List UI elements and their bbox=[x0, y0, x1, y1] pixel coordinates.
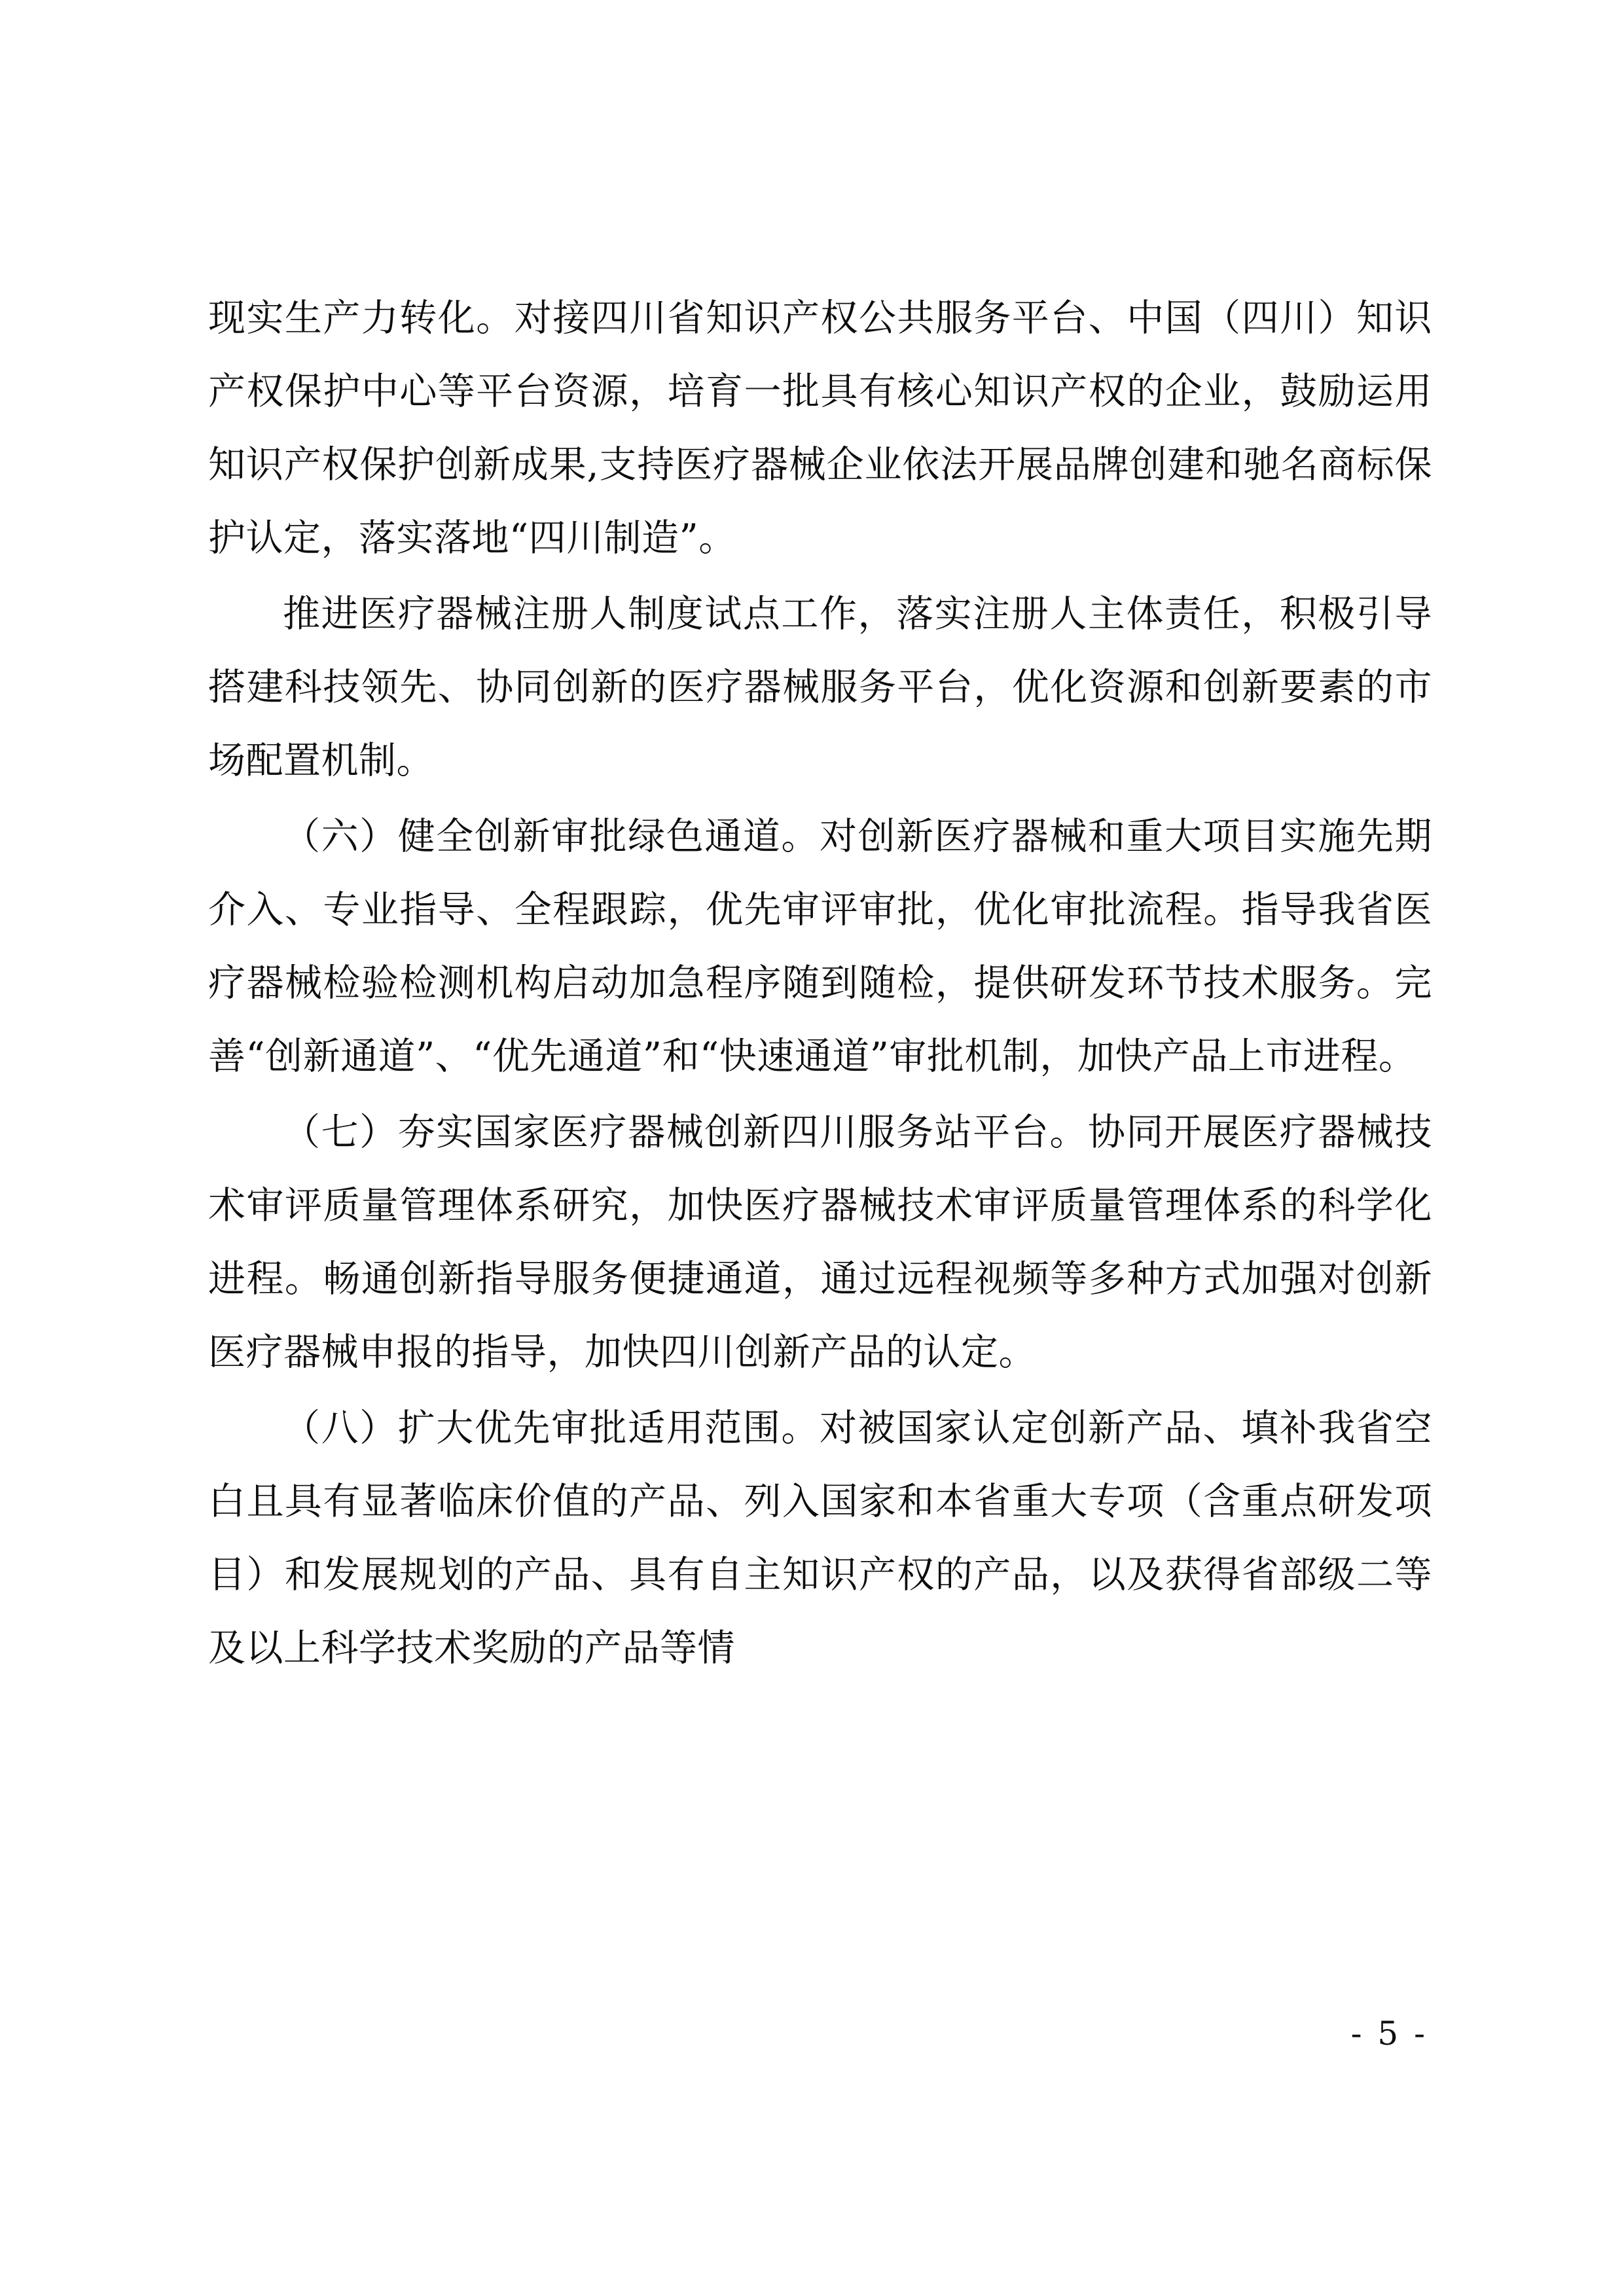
paragraph-1: 现实生产力转化。对接四川省知识产权公共服务平台、中国（四川）知识产权保护中心等平台资源，培育一批具有核心知识产权的企业，鼓励运用知识产权保护创新成果,支持医疗器械企业依法开展品牌创建和驰名商标保护认定，落实落地“四川制造”。 bbox=[208, 296, 1432, 560]
paragraph-3: （六）健全创新审批绿色通道。对创新医疗器械和重大项目实施先期介入、专业指导、全程跟踪，优先审评审批，优化审批流程。指导我省医疗器械检验检测机构启动加急程序随到随检，提供研发环节技术服务。完善“创新通道”、“优先通道”和“快速通道”审批机制，加快产品上市进程。 bbox=[208, 815, 1432, 1078]
paragraph-2: 推进医疗器械注册人制度试点工作，落实注册人主体责任，积极引导搭建科技领先、协同创新的医疗器械服务平台，优化资源和创新要素的市场配置机制。 bbox=[208, 592, 1432, 782]
paragraph-4: （七）夯实国家医疗器械创新四川服务站平台。协同开展医疗器械技术审评质量管理体系研究，加快医疗器械技术审评质量管理体系的科学化进程。畅通创新指导服务便捷通道，通过远程视频等多种方式加强对创新医疗器械申报的指导，加快四川创新产品的认定。 bbox=[208, 1111, 1432, 1374]
page-number: - 5 - bbox=[1350, 2015, 1428, 2053]
paragraph-5: （八）扩大优先审批适用范围。对被国家认定创新产品、填补我省空白且具有显著临床价值的产品、列入国家和本省重大专项（含重点研发项目）和发展规划的产品、具有自主知识产权的产品，以及获得省部级二等及以上科学技术奖励的产品等情 bbox=[208, 1407, 1432, 1670]
document-body bbox=[208, 281, 1432, 1687]
